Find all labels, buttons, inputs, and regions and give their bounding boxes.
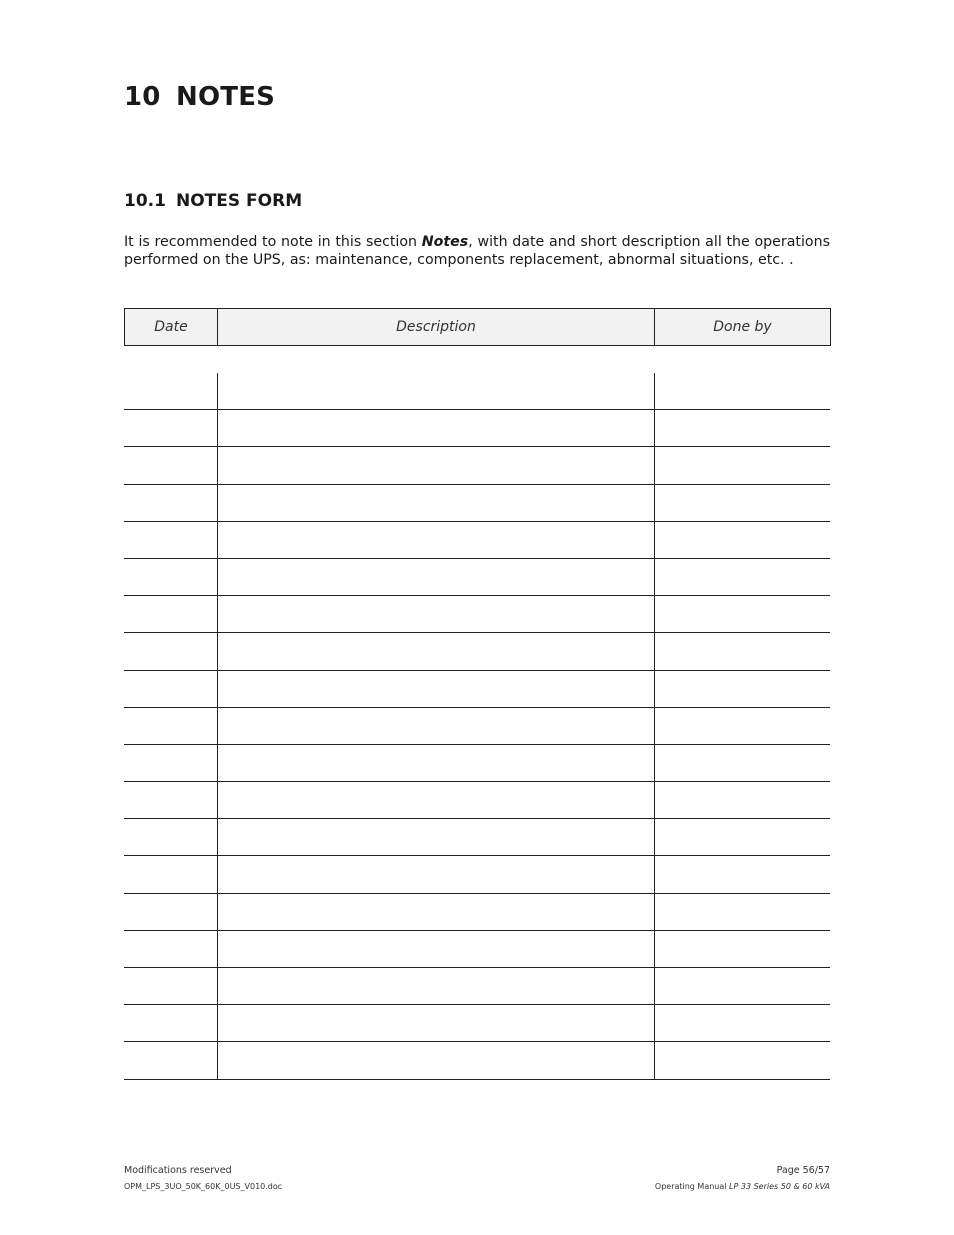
table-row[interactable] [124,447,830,484]
column-divider [217,1005,218,1041]
intro-emphasis: Notes [421,234,469,250]
column-divider [217,633,218,669]
column-divider [654,485,655,521]
table-row[interactable] [124,410,830,447]
column-divider [217,708,218,744]
column-divider [654,1005,655,1041]
table-row[interactable] [124,708,830,745]
column-divider [217,559,218,595]
column-divider [217,894,218,930]
column-divider [217,671,218,707]
intro-paragraph [124,233,830,269]
table-row[interactable] [124,745,830,782]
section-heading [124,82,275,112]
column-divider [217,782,218,818]
section-title: NOTES [176,82,276,112]
column-divider [217,447,218,483]
column-divider [654,931,655,967]
intro-text-after: , with date and short description all the operations performed on the UPS, as: maintenance, components replacement, abnormal situations, etc. . [124,234,830,268]
table-row[interactable] [124,856,830,893]
notes-table-body [124,373,830,1080]
column-divider [217,968,218,1004]
header-done-by: Done by [713,319,772,335]
column-divider [654,596,655,632]
column-divider [654,1042,655,1078]
column-divider [654,373,655,409]
table-row[interactable] [124,485,830,522]
table-row[interactable] [124,1042,830,1079]
header-date: Date [125,309,218,345]
subsection-title: NOTES FORM [176,191,303,211]
header-description: Description [218,309,655,345]
footer-filename: OPM_LPS_3UO_50K_60K_0US_V010.doc [124,1182,283,1191]
subsection-number: 10.1 [124,191,166,211]
table-row[interactable] [124,894,830,931]
column-divider [654,447,655,483]
footer-manual-title [655,1182,830,1191]
column-divider [217,410,218,446]
column-divider [217,819,218,855]
table-row[interactable] [124,596,830,633]
footer-manual-prefix: Operating Manual [654,1182,730,1191]
table-row[interactable] [124,373,830,410]
intro-text-before: It is recommended to note in this section [124,234,422,250]
column-divider [654,708,655,744]
table-row[interactable] [124,633,830,670]
column-divider [654,671,655,707]
column-divider [217,856,218,892]
column-divider [217,745,218,781]
column-divider [217,1042,218,1078]
subsection-heading [124,191,302,211]
column-divider [217,485,218,521]
notes-table-header [124,308,831,346]
column-divider [654,633,655,669]
column-divider [217,931,218,967]
column-divider [654,745,655,781]
footer-manual-model: LP 33 Series 50 & 60 kVA [729,1182,830,1191]
table-row[interactable] [124,782,830,819]
column-divider [217,373,218,409]
column-divider [217,596,218,632]
table-row[interactable] [124,819,830,856]
table-row[interactable] [124,1005,830,1042]
column-divider [654,856,655,892]
column-divider [654,894,655,930]
section-number: 10 [124,82,161,112]
table-row[interactable] [124,671,830,708]
footer-page-number: Page 56/57 [776,1165,830,1176]
column-divider [217,522,218,558]
table-row[interactable] [124,968,830,1005]
table-row[interactable] [124,522,830,559]
column-divider [654,410,655,446]
column-divider [654,559,655,595]
column-divider [654,968,655,1004]
column-divider [654,782,655,818]
footer-modifications: Modifications reserved [124,1165,232,1176]
column-divider [654,522,655,558]
column-divider [654,819,655,855]
table-row[interactable] [124,931,830,968]
table-row[interactable] [124,559,830,596]
